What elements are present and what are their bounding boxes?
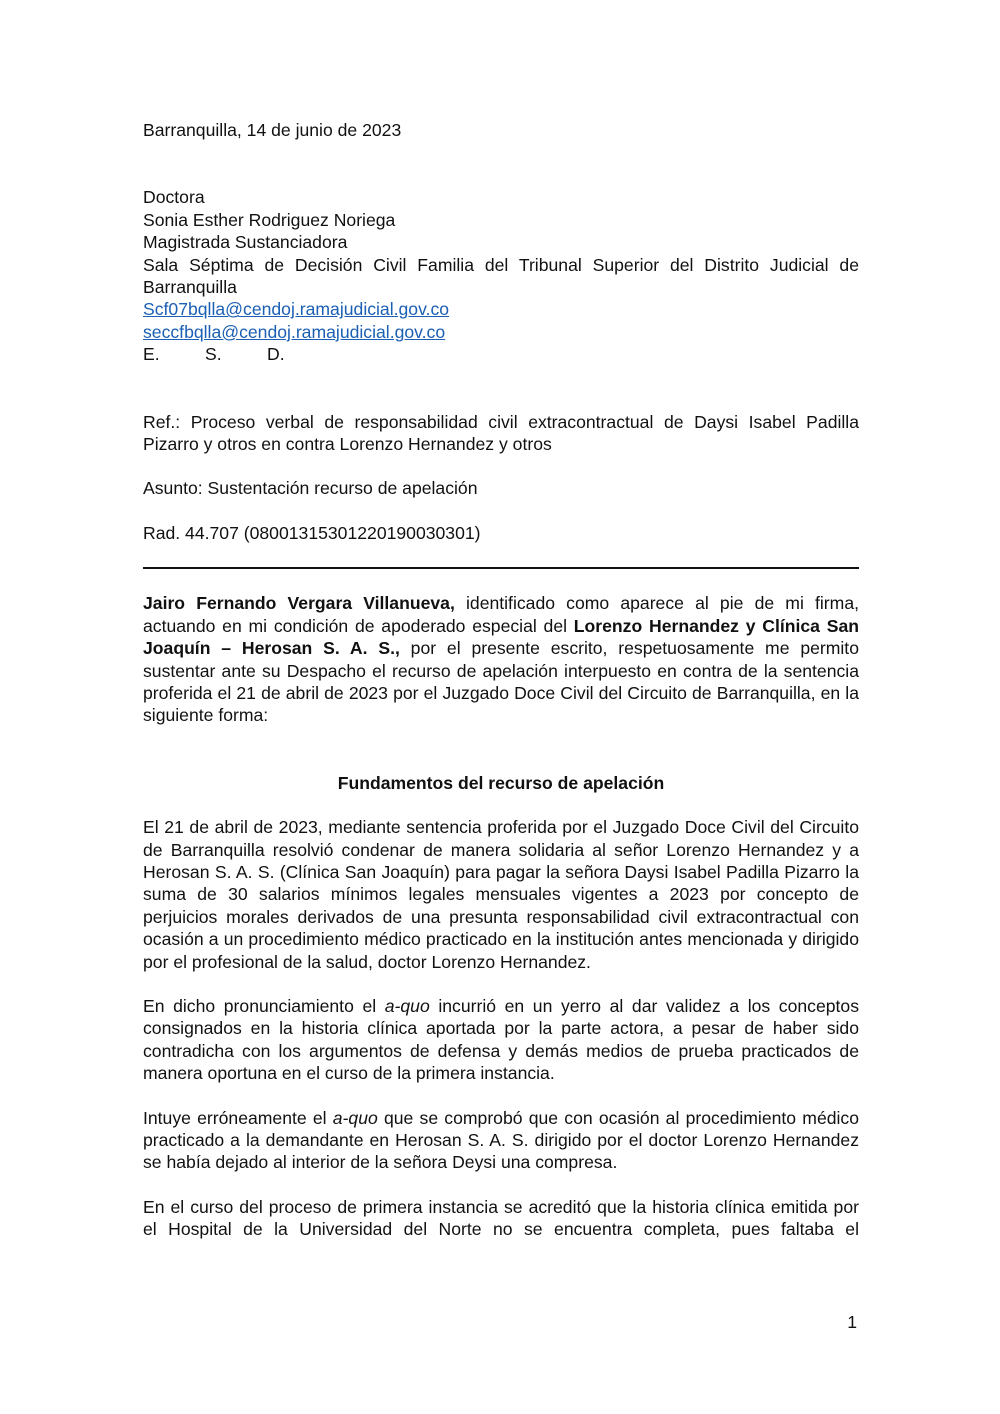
- recipient-name: Sonia Esther Rodriguez Noriega: [143, 209, 396, 230]
- subject-line: Asunto: Sustentación recurso de apelación: [143, 478, 478, 499]
- recipient-block: [143, 186, 859, 365]
- paragraph-3: [143, 1107, 859, 1174]
- esd-d: D.: [267, 344, 285, 365]
- p2-text-b: incurrió en un yerro al dar validez a los conceptos consignados en la historia clínica aportada por la parte actora, a pesar de haber sido contradicha con los argumentos de defensa y demás medios de prueba practicados de manera oportuna en el curso de la primera instancia.: [143, 995, 859, 1084]
- radicado-line: Rad. 44.707 (08001315301220190030301): [143, 522, 481, 543]
- p3-italic: a-quo: [332, 1107, 378, 1128]
- p2-text-a: En dicho pronunciamiento el: [143, 995, 385, 1016]
- paragraph-4: En el curso del proceso de primera instancia se acreditó que la historia clínica emitida por el Hospital de la Universidad del Norte no se encuentra completa, pues faltaba el: [143, 1196, 859, 1240]
- recipient-title: Magistrada Sustanciadora: [143, 232, 348, 253]
- attorney-name: Jairo Fernando Vergara Villanueva,: [143, 593, 455, 614]
- intro-text-1: identificado como aparece al pie de mi firma, actuando en mi condición de apoderado especial del: [143, 593, 859, 636]
- separator-rule: [143, 567, 859, 569]
- esd-e: E.: [143, 344, 160, 365]
- clients-name: Lorenzo Hernandez y Clínica San Joaquín – Herosan S. A. S.,: [143, 615, 859, 659]
- date-line: Barranquilla, 14 de junio de 2023: [143, 120, 402, 140]
- email-link-1[interactable]: Scf07bqlla@cendoj.ramajudicial.gov.co: [143, 299, 450, 320]
- section-heading: Fundamentos del recurso de apelación: [337, 772, 665, 793]
- esd-s: S.: [205, 344, 222, 365]
- paragraph-1: El 21 de abril de 2023, mediante sentencia proferida por el Juzgado Doce Civil del Circuito de Barranquilla resolvió condenar de manera solidaria al señor Lorenzo Hernandez y a Herosan S. A. S. (Clínica San Joaquín) para pagar la señora Daysi Isabel Padilla Pizarro la suma de 30 salarios mínimos legales mensuales vigentes a 2023 por concepto de perjuicios morales derivados de una presunta responsabilidad civil extracontractual con ocasión a un procedimiento médico practicado en la institución antes mencionada y dirigido por el profesional de la salud, doctor Lorenzo Hernandez.: [143, 817, 859, 972]
- recipient-court: Sala Séptima de Decisión Civil Familia del Tribunal Superior del Distrito Judicial de Barranquilla: [143, 254, 859, 298]
- p3-text-a: Intuye erróneamente el: [143, 1107, 333, 1128]
- intro-paragraph: [143, 592, 859, 726]
- recipient-salutation: Doctora: [143, 187, 205, 208]
- letter-body: [143, 119, 859, 1241]
- p2-italic: a-quo: [384, 995, 430, 1016]
- reference-line: Ref.: Proceso verbal de responsabilidad civil extracontractual de Daysi Isabel Padilla Pizarro y otros en contra Lorenzo Hernandez y otros: [143, 411, 859, 455]
- p3-text-b: que se comprobó que con ocasión al procedimiento médico practicado a la demandante en Herosan S. A. S. dirigido por el doctor Lorenzo Hernandez se había dejado al interior de la señora Deysi una compresa.: [143, 1107, 860, 1173]
- intro-text-2: por el presente escrito, respetuosamente me permito sustentar ante su Despacho el recurso de apelación interpuesto en contra de la sentencia proferida el 21 de abril de 2023 por el Juzgado Doce Civil del Circuito de Barranquilla, en la siguiente forma:: [143, 638, 859, 726]
- paragraph-2: [143, 995, 859, 1085]
- page-number: 1: [847, 1312, 857, 1332]
- email-link-2[interactable]: seccfbqlla@cendoj.ramajudicial.gov.co: [143, 321, 446, 342]
- esd-line: [143, 343, 859, 365]
